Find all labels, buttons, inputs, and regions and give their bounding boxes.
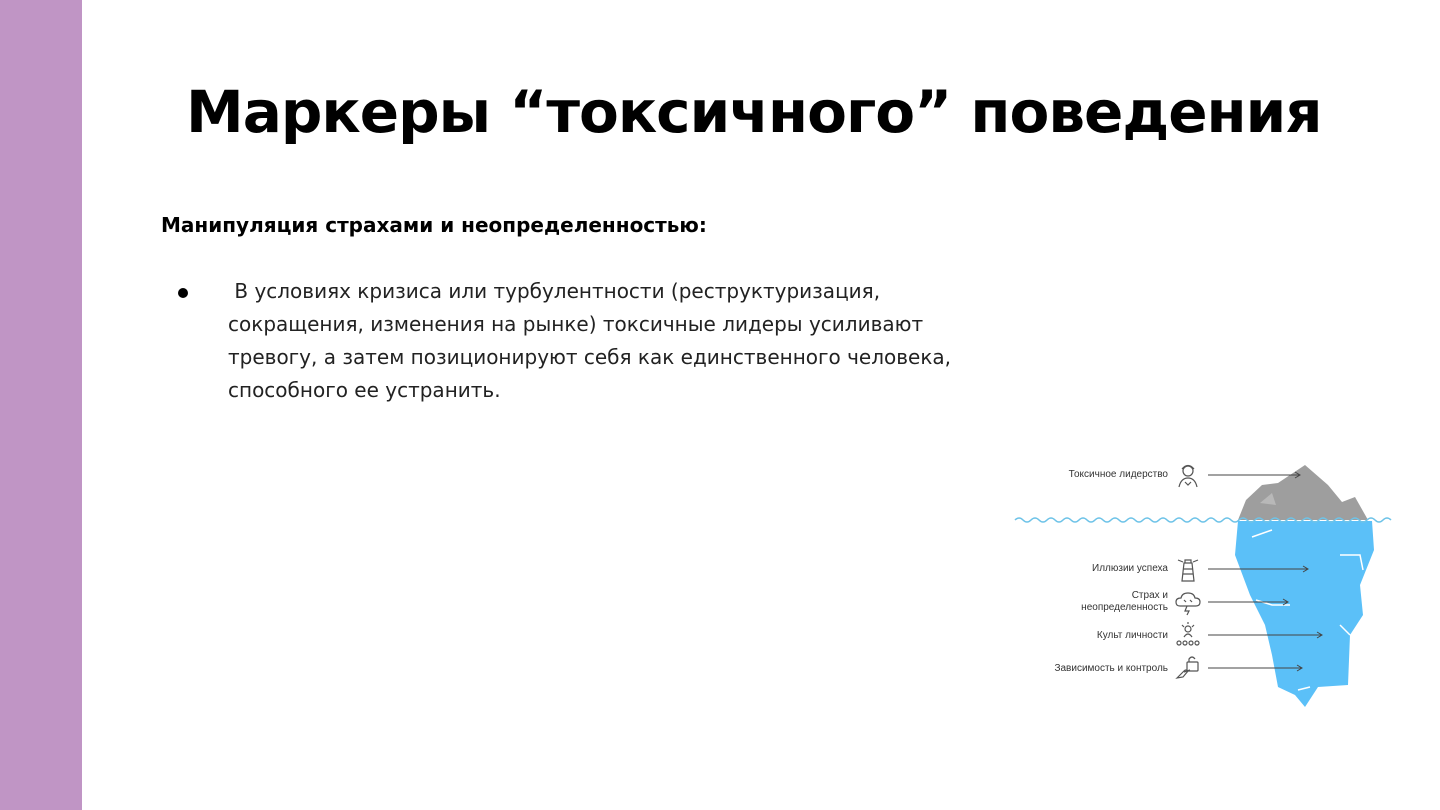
accent-side-bar xyxy=(0,0,82,810)
iceberg-underwater-body xyxy=(1235,521,1374,707)
bullet-text: В условиях кризиса или турбулентности (реструктуризация, сокращения, изменения на рынке) токсичные лидеры усиливают тревогу, а затем позиционируют себя как единственного человека, способного ее устранить. xyxy=(228,279,958,402)
label-dependence-control: Зависимость и контроль xyxy=(1054,663,1168,674)
label-fear-uncertainty: Страх и неопределенность xyxy=(1081,590,1168,613)
section-subheading: Манипуляция страхами и неопределенностью: xyxy=(161,213,707,237)
label-personality-cult: Культ личности xyxy=(1096,630,1168,641)
iceberg-tip xyxy=(1238,465,1368,520)
crowd-icon xyxy=(1174,621,1202,649)
bullet-dot-icon xyxy=(178,288,188,298)
bullet-list xyxy=(228,275,988,407)
leader-icon xyxy=(1174,461,1202,489)
slide-title: Маркеры “токсичного” поведения xyxy=(186,78,1322,146)
lighthouse-icon xyxy=(1174,555,1202,583)
label-illusions-of-success: Иллюзии успеха xyxy=(1092,563,1168,574)
iceberg-diagram xyxy=(1010,455,1400,715)
label-toxic-leadership: Токсичное лидерство xyxy=(1068,469,1168,480)
lock-hand-icon xyxy=(1174,654,1202,682)
bullet-item xyxy=(228,275,988,407)
iceberg-graphic xyxy=(1010,455,1400,715)
storm-cloud-icon xyxy=(1174,588,1202,616)
